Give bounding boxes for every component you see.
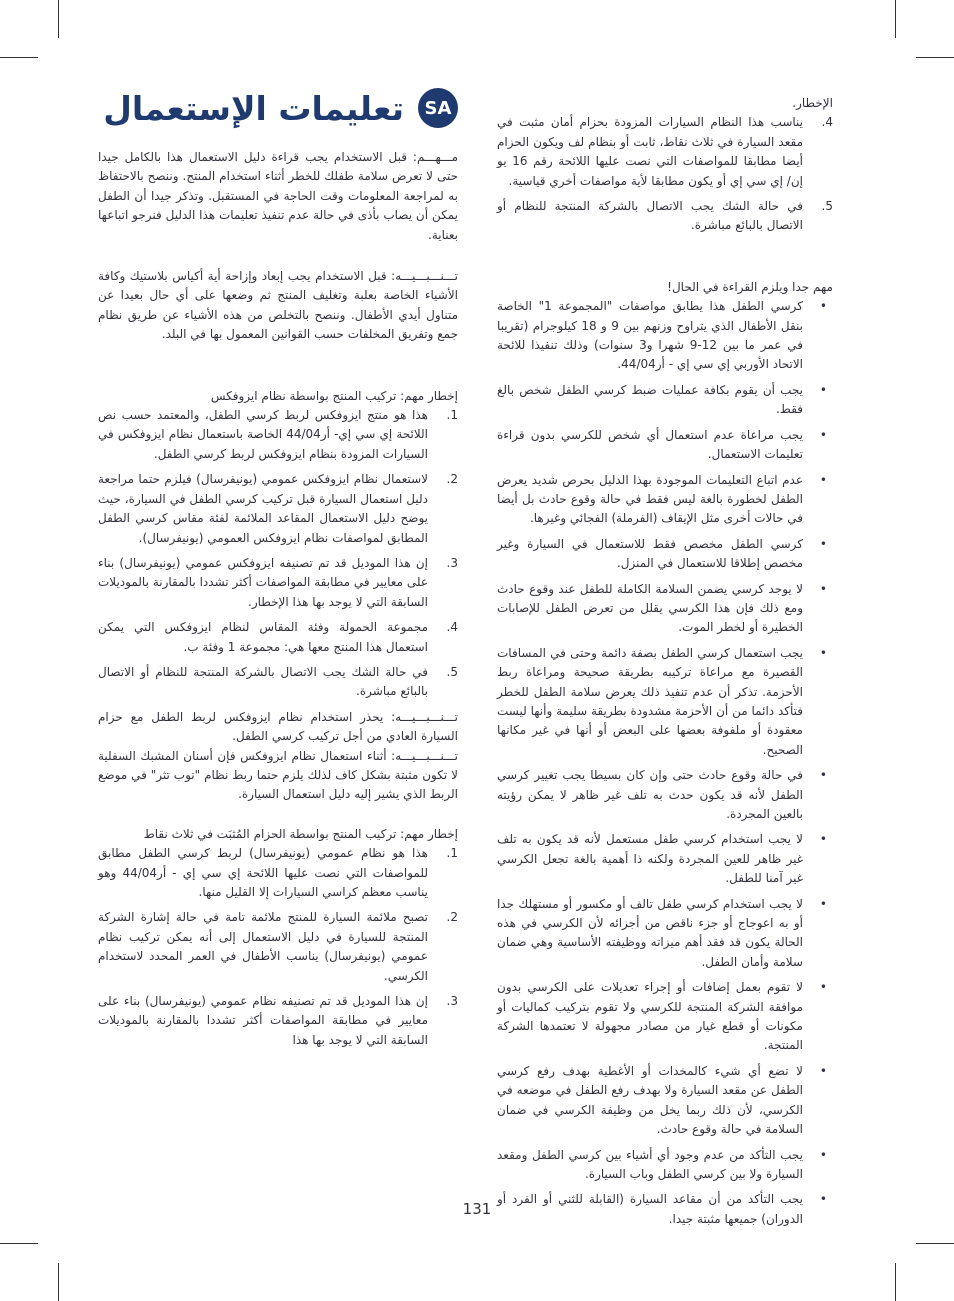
bullet-text: عدم اتباع التعليمات الموجودة بهذا الدليل بحرص شديد يعرض الطفل لخطورة بالغة ليس فقط في حالة وقوع حادث بل أيضا في حالات أخرى مثل الإيقاف (الفرملة) الفجائي وغيرها. [497, 472, 803, 526]
list-item [497, 197, 833, 236]
list-item: • يجب أن يقوم بكافة عمليات ضبط كرسي الطفل شخص بالغ فقط. [497, 382, 827, 417]
item-text: يناسب هذا النظام السيارات المزودة بحزام أمان مثبت في مقعد السيارة في ثلاث نقاط، ثابت أو بنظام لف ويكون الحزام أيضا مطابقا للمواصفات التي نصت عليها اللائحة رقم 16 يو إن/ إي سي إي أو يكون مطابقا لأية مواصفات أخري قياسية. [497, 115, 803, 188]
list-item: • في حالة وقوع حادث حتى وإن كان بسيطا يجب تغيير كرسي الطفل لأنه قد يكون حدث به تلف غير ظاهر لا يمكن رؤيته بالعين المجردة. [497, 768, 827, 821]
item-number: 3. [446, 994, 458, 1009]
bullet-text: في حالة وقوع حادث حتى وإن كان بسيطا يجب تغيير كرسي الطفل لأنه قد يكون حدث به تلف غير ظاهر لا يمكن رؤيته بالعين المجردة. [497, 768, 803, 821]
crop-mark-top-right-h [916, 57, 954, 58]
bullet-text: يجب مراعاة عدم استعمال أي شخص للكرسي بدون قراءة تعليمات الاستعمال. [497, 427, 803, 462]
crop-mark-top-right [895, 0, 896, 38]
bullet-text: يجب التأكد من أن مقاعد السيارة (القابلة للثني أو الفرد أو الدوران) جميعها مثبتة جيدا. [497, 1192, 803, 1226]
list-item [98, 844, 458, 902]
list-item: • لا يجب استخدام كرسي طفل تالف أو مكسور أو مستهلك جدا أو به اعوجاج أو جزء ناقص من أجزائه لأن الكرسي في هذه الحالة يكون قد فقد أهم ميزاته ووظيفته الأساسية وهي ضمان سلامة وأمان الطفل. [497, 896, 827, 969]
list-item: • كرسي الطفل مخصص فقط للاستعمال في السيارة وغير مخصص إطلاقا للاستعمال في المنزل. [497, 536, 827, 571]
list-item [98, 618, 458, 657]
isofix-items [98, 406, 458, 702]
crop-mark-bottom-right [895, 1263, 896, 1301]
item-text: هذا هو نظام عمومي (يونيفرسال) لربط كرسي الطفل مطابق للمواصفات التي نصت عليها اللائحة إي سي إي - أر44/04 وهو يناسب معظم كراسي السيارات إلا القليل منها. [98, 846, 428, 899]
list-item [497, 113, 833, 191]
bullet-text: لا يجب استخدام كرسي طفل مستعمل لأنه قد يكون به تلف غير ظاهر للعين المجردة ولكنه ذا أهمية بالغة تجعل الكرسي غير آمنا للطفل. [497, 832, 803, 886]
bullet-text: يجب التأكد من عدم وجود أي أشياء بين كرسي الطفل ومقعد السيارة ولا بين كرسي الطفل وباب السيارة. [497, 1147, 803, 1181]
caution-1: تـــنـــبـــيـــه: يحذر استخدام نظام ايزوفكس لربط الطفل مع حزام السيارة العادي من أجل تركيب كرسي الطفل. [98, 709, 458, 744]
item-number: 3. [446, 555, 458, 570]
item-text: مجموعة الحمولة وفئة المقاس لنظام ايزوفكس التي يمكن استعمال هذا المنتج معها هي: مجموعة 1 وفئة ب. [98, 620, 428, 654]
title-row [98, 80, 458, 136]
bullet-text: يجب أن يقوم بكافة عمليات ضبط كرسي الطفل شخص بالغ فقط. [497, 382, 803, 417]
bullet-text: يجب استعمال كرسي الطفل بصفة دائمة وحتى في المسافات القصيرة مع مراعاة تركيبه بطريقة صحيحة ومراعاة ربط الأحزمة. تذكر أن عدم تنفيذ ذلك يعرض سلامة الطفل للخطر فتأكد دائما من أن الأحزمة مشدودة بطريقة سليمة وأنها ليست معقودة أو ملفوفة بعضها على البعض أو أنها في غير مكانها الصحيح. [497, 645, 803, 757]
list-item: • عدم اتباع التعليمات الموجودة بهذا الدليل بحرص شديد يعرض الطفل لخطورة بالغة ليس فقط في حالة وقوع حادث بل أيضا في حالات أخرى مثل الإيقاف (الفرملة) الفجائي وغيرها. [497, 472, 827, 526]
list-item: • لا يوجد كرسي يضمن السلامة الكاملة للطفل عند وقوع حادث ومع ذلك فإن هذا الكرسي يقلل من تعرض الطفل للإصابات الخطيرة أو لخطر الموت. [497, 581, 827, 635]
list-item [98, 663, 458, 702]
list-item [98, 992, 458, 1050]
item-number: 1. [446, 408, 458, 423]
page-title: تعليمات الإستعمال [103, 88, 404, 128]
item-number: 1. [446, 846, 458, 861]
top-items [497, 113, 833, 235]
crop-mark-bottom-left-h [0, 1243, 38, 1244]
item-text: في حالة الشك يجب الاتصال بالشركة المنتجة للنظام أو الاتصال بالبائع مباشرة. [497, 199, 803, 233]
item-text: في حالة الشك يجب الاتصال بالشركة المنتجة للنظام أو الاتصال بالبائع مباشرة. [98, 664, 428, 699]
item-text: هذا هو منتج ايزوفكس لربط كرسي الطفل، والمعتمد حسب نص اللائحة إي سي إي- أر44/04 الخاصة باستعمال نظام ايزوفكس في السيارات المزودة بنظام ايزوفكس لربط كرسي الطفل. [98, 408, 428, 461]
list-item [98, 908, 458, 986]
item-number: 4. [821, 115, 833, 130]
list-item: • لا تقوم بعمل إضافات أو إجراء تعديلات على الكرسي بدون موافقة الشركة المنتجة للكرسي ولا تقوم بتركيب كماليات أو مكونات أو قطع غيار من مصادر مجهولة لا تعتمدها الشركة المنتجة. [497, 980, 827, 1053]
bullet-text: لا يجب استخدام كرسي طفل تالف أو مكسور أو مستهلك جدا أو به اعوجاج أو جزء ناقص من أجزائه لأن الكرسي في هذه الحالة يكون قد فقد أهم ميزاته ووظيفته الأساسية وهي ضمان سلامة وأمان الطفل. [497, 896, 803, 969]
bullet-text: لا تقوم بعمل إضافات أو إجراء تعديلات على الكرسي بدون موافقة الشركة المنتجة للكرسي ولا تقوم بتركيب كماليات أو مكونات أو قطع غيار من مصادر مجهولة لا تعتمدها الشركة المنتجة. [497, 980, 803, 1053]
crop-mark-bottom-right-h [916, 1243, 954, 1244]
sa-badge: SA [418, 88, 458, 128]
list-item: • لا يجب استخدام كرسي طفل مستعمل لأنه قد يكون به تلف غير ظاهر للعين المجردة ولكنه ذا أهمية بالغة تجعل الكرسي غير آمنا للطفل. [497, 832, 827, 886]
bullet-text: لا تضع أي شيء كالمخدات أو الأغطية بهدف رفع كرسي الطفل عن مقعد السيارة ولا بهدف رفع الطفل في موضعه في الكرسي، لأن ذلك ربما يخل من وظيفة الكرسي في ضمان السلامة في حالة وقوع حادث. [497, 1063, 803, 1137]
item-number: 5. [821, 199, 833, 214]
list-item [98, 406, 458, 464]
belt-items [98, 844, 458, 1050]
item-number: 5. [446, 664, 458, 679]
bullet-text: كرسي الطفل هذا يطابق مواصفات "المجموعة 1" الخاصة بنقل الأطفال الذي يتراوح وزنهم بين 9 و 18 كيلوجرام (تقريبا في عمر ما بين 12-9 شهرا و3 سنوات) وذلك تنفيذا للائحة الاتحاد الأوربي إي سي إي - أر44/04. [497, 299, 803, 372]
item-text: لاستعمال نظام ايزوفكس عمومي (يونيفرسال) فيلزم حتما مراجعة دليل استعمال السيارة قبل تركيب كرسي الطفل في السيارة، حيث يوضح دليل الاستعمال المقاعد الملائمة لفئة مقاس كرسي الطفل المطابق لمواصفات نظام ايزوفكس العمومي (يونيفرسال). [98, 472, 428, 545]
item-number: 4. [446, 620, 458, 635]
list-item: • يجب التأكد من أن مقاعد السيارة (القابلة للثني أو الفرد أو الدوران) جميعها مثبتة جيدا. [497, 1192, 827, 1226]
list-item [98, 554, 458, 612]
item-text: إن هذا الموديل قد تم تصنيفه ايزوفكس عمومي (يونيفرسال) بناء على معايير في مطابقة المواصفات أكثر تشددا بالمقارنة بالموديلات السابقة التي لا يوجد بها هذا الإخطار. [98, 555, 428, 609]
list-item: • كرسي الطفل هذا يطابق مواصفات "المجموعة 1" الخاصة بنقل الأطفال الذي يتراوح وزنهم بين 9 و 18 كيلوجرام (تقريبا في عمر ما بين 12-9 شهرا و3 سنوات) وذلك تنفيذا للائحة الاتحاد الأوربي إي سي إي - أر44/04. [497, 299, 827, 372]
list-item [98, 470, 458, 548]
important-paragraph: مـــهـــم: قبل الاستخدام يجب قراءة دليل الاستعمال هذا بالكامل جيدا حتى لا تعرض سلامة طفلك للخطر أثناء استخدام المنتج. وننصح بالاحتفاظ به لمراجعة المعلومات وقت الحاجة في المستقبل. وتذكر جيدا أن الطفل يمكن أن يصاب بأذى في حالة عدم تنفيذ تعليمات هذا الدليل فنرجو اتباعها بعناية. [98, 150, 458, 242]
list-item: • لا تضع أي شيء كالمخدات أو الأغطية بهدف رفع كرسي الطفل عن مقعد السيارة ولا بهدف رفع الطفل في موضعه في الكرسي، لأن ذلك ربما يخل من وظيفة الكرسي في ضمان السلامة في حالة وقوع حادث. [497, 1063, 827, 1137]
item-number: 2. [446, 472, 458, 487]
crop-mark-bottom-left [58, 1263, 59, 1301]
belt-heading: إخطار مهم: تركيب المنتج بواسطة الحزام المُثبَت في ثلاث نقاط [143, 826, 458, 841]
list-item: • يجب مراعاة عدم استعمال أي شخص للكرسي بدون قراءة تعليمات الاستعمال. [497, 427, 827, 462]
list-item: • يجب استعمال كرسي الطفل بصفة دائمة وحتى في المسافات القصيرة مع مراعاة تركيبه بطريقة صحيحة ومراعاة ربط الأحزمة. تذكر أن عدم تنفيذ ذلك يعرض سلامة الطفل للخطر فتأكد دائما من أن الأحزمة مشدودة بطريقة سليمة وأنها ليست معقودة أو ملفوفة بعضها على البعض أو أنها في غير مكانها الصحيح. [497, 645, 827, 757]
item-text: تصبح ملائمة السيارة للمنتج ملائمة تامة في حالة إشارة الشركة المنتجة للسيارة في دليل الاستعمال إلى أنه يمكن تركيب نظام عمومي (يونيفرسال) يناسب الأطفال في العمر المحدد لاستخدام الكرسي. [98, 910, 428, 983]
intro-line: الإخطار. [792, 96, 833, 110]
caution-2: تـــنـــبـــيـــه: أثناء استعمال نظام ايزوفكس فإن أسنان المشبك السفلية لا تكون مثبتة بشكل كاف لذلك يلزم حتما ربط نظام "توب تثر" في موضع الربط الذي يشير إليه دليل استعمال السيارة. [98, 748, 458, 802]
item-text: إن هذا الموديل قد تم تصنيفه نظام عمومي (يونيفرسال) بناء على معايير في مطابقة المواصفات أكثر تشددا بالمقارنة بالموديلات السابقة التي لا يوجد بها هذا [98, 994, 428, 1047]
bullet-text: لا يوجد كرسي يضمن السلامة الكاملة للطفل عند وقوع حادث ومع ذلك فإن هذا الكرسي يقلل من تعرض الطفل للإصابات الخطيرة أو لخطر الموت. [497, 581, 803, 635]
important-bullets [497, 297, 833, 1229]
warning-paragraph: تـــنـــبـــيـــه: قبل الاستخدام يجب إبعاد وإزاحة أية أكياس بلاستيك وكافة الأشياء الخاصة بعلبة وتغليف المنتج ثم وضعها على أي حال بعيدا عن متناول أيدي الأطفال. وننصح بالتخلص من هذه الأشياء عن طريق نظام جمع وتفريق المخلفات حسب القوانين المعمول بها في البلد. [98, 269, 458, 342]
isofix-heading: إخطار مهم: تركيب المنتج بواسطة نظام ايزوفكس [210, 388, 458, 403]
important-heading: مهم جدا ويلزم القراءة في الحال! [667, 279, 833, 294]
list-item: • يجب التأكد من عدم وجود أي أشياء بين كرسي الطفل ومقعد السيارة ولا بين كرسي الطفل وباب السيارة. [497, 1147, 827, 1181]
bullet-text: كرسي الطفل مخصص فقط للاستعمال في السيارة وغير مخصص إطلاقا للاستعمال في المنزل. [497, 536, 803, 571]
left-column [98, 148, 458, 1056]
crop-mark-top-left [58, 0, 59, 38]
crop-mark-top-left-h [0, 57, 38, 58]
page-number: 131 [462, 1200, 492, 1218]
item-number: 2. [446, 910, 458, 925]
right-column [497, 94, 833, 1235]
